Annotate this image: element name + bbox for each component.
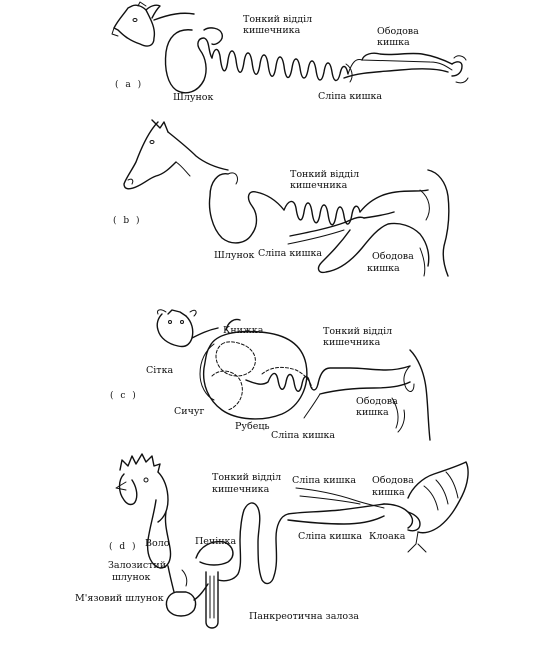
label-small-intestine-b-line2: кишечника [290,180,348,191]
label-colon-d-line2: кишка [372,487,405,498]
cow-intestinal-tract [246,350,430,440]
label-cecum-upper-d: Сліпа кишка [292,475,357,486]
label-small-intestine-d-line2: кишечника [212,484,270,495]
label-stomach-a: Шлунок [173,92,214,103]
hen-body-sketch [408,462,468,552]
panel-b-marker: ( b ) [113,216,142,226]
label-cloaca-d: Клоака [369,531,406,542]
panel-c-marker: ( c ) [110,391,138,401]
label-small-intestine-b-line1: Тонкий відділ [290,169,360,180]
label-small-intestine-c-line2: кишечника [323,337,381,348]
label-small-intestine-d-line1: Тонкий відділ [212,472,282,483]
label-crop-d: Воло [145,538,170,549]
horse-head-sketch [124,120,228,189]
label-stomach-b: Шлунок [214,250,255,261]
label-proventriculus-d-line1: Залозистий [108,560,167,571]
label-small-intestine-a-line1: Тонкий відділ [243,14,313,25]
label-small-intestine-c-line1: Тонкий відділ [323,326,393,337]
label-colon-a-line2: кишка [377,37,410,48]
label-reticulum-c: Сітка [146,365,174,376]
label-cecum-b: Сліпа кишка [258,248,323,259]
label-cecum-lower-d: Сліпа кишка [298,531,363,542]
pig-intestinal-tract [165,25,468,93]
label-small-intestine-a-line2: кишечника [243,25,301,36]
panel-d-marker: ( d ) [109,542,138,552]
label-cecum-c: Сліпа кишка [271,430,336,441]
label-gizzard-d: М'язовий шлунок [75,593,164,604]
rooster-head-sketch [116,454,168,522]
label-colon-c-line2: кишка [356,407,389,418]
label-colon-b-line2: кишка [367,263,400,274]
label-cecum-a: Сліпа кишка [318,91,383,102]
label-colon-a-line1: Ободова [377,26,419,37]
label-colon-d-line1: Ободова [372,475,414,486]
label-pancreas-d: Панкреотична залоза [249,611,359,622]
label-rumen-c: Рубець [235,421,270,432]
pig-head-sketch [112,2,194,46]
label-omasum-c: Книжка [223,325,264,336]
label-colon-c-line1: Ободова [356,396,398,407]
label-proventriculus-d-line2: шлунок [112,572,151,583]
label-abomasum-c: Сичуг [174,406,205,417]
label-colon-b-line1: Ободова [372,251,414,262]
chicken-digestive-tract [148,488,420,628]
cow-head-sketch [157,310,218,347]
label-liver-d: Печінка [195,536,237,547]
panel-a-marker: ( a ) [115,80,144,90]
